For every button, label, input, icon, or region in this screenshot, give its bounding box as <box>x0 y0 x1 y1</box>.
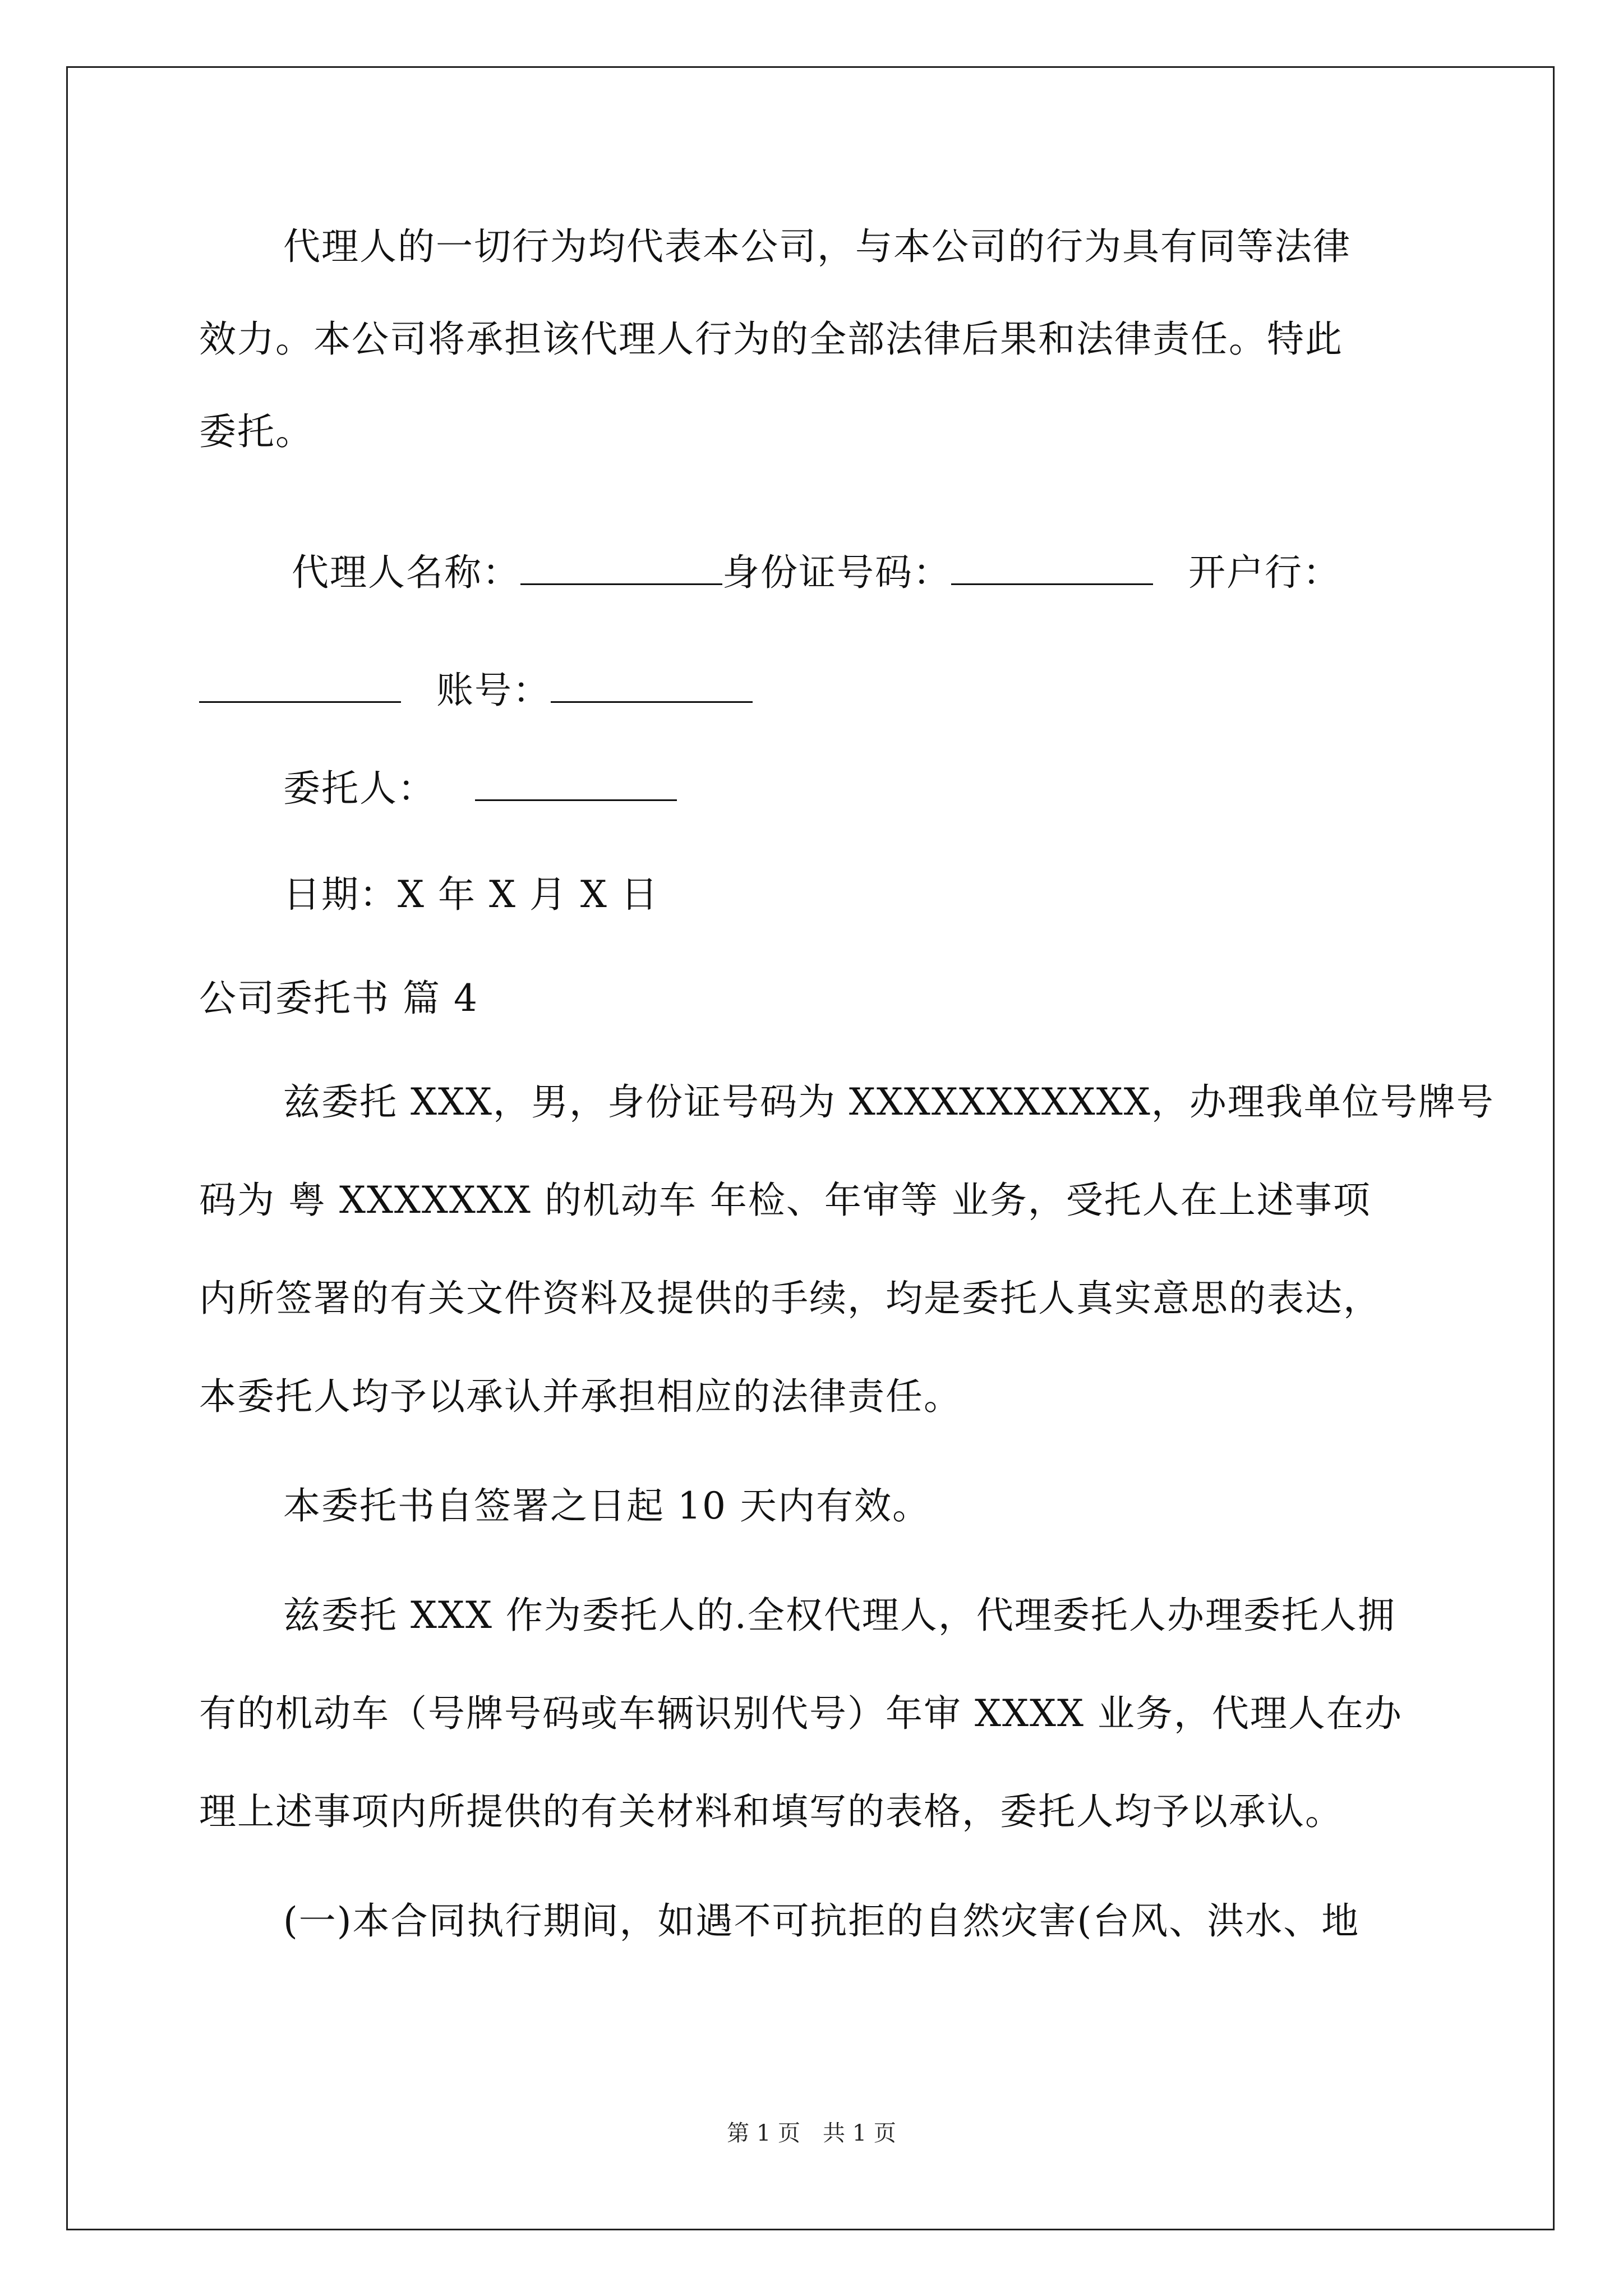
account-label: 账号： <box>436 669 551 712</box>
bank-blank <box>199 668 401 703</box>
paragraph-line: (一)本合同执行期间，如遇不可抗拒的自然灾害(台风、洪水、地 <box>283 1899 1360 1943</box>
agent-id-label: 身份证号码： <box>722 551 951 594</box>
agent-fields-row <box>292 550 1341 595</box>
paragraph-line: 兹委托 XXX 作为委托人的.全权代理人，代理委托人办理委托人拥 <box>283 1594 1396 1637</box>
agent-id-blank <box>951 550 1153 585</box>
paragraph-line: 内所签署的有关文件资料及提供的手续，均是委托人真实意思的表达， <box>199 1277 1381 1320</box>
account-blank <box>551 668 753 703</box>
section-title: 公司委托书 篇 4 <box>199 977 478 1020</box>
page-footer: 第 1 页 共 1 页 <box>727 2120 896 2146</box>
client-row <box>283 766 677 811</box>
date-line: 日期：X 年 X 月 X 日 <box>283 873 659 916</box>
bank-label: 开户行： <box>1188 551 1341 594</box>
paragraph-line: 码为 粤 XXXXXXX 的机动车 年检、年审等 业务，受托人在上述事项 <box>199 1179 1371 1222</box>
client-blank <box>475 766 677 801</box>
paragraph-line: 效力。本公司将承担该代理人行为的全部法律后果和法律责任。特此 <box>199 318 1343 361</box>
paragraph-line: 有的机动车（号牌号码或车辆识别代号）年审 XXXX 业务，代理人在办 <box>199 1692 1403 1735</box>
paragraph-line: 理上述事项内所提供的有关材料和填写的表格，委托人均予以承认。 <box>199 1790 1343 1833</box>
validity-line: 本委托书自签署之日起 10 天内有效。 <box>283 1484 930 1527</box>
paragraph-line: 兹委托 XXX，男，身份证号码为 XXXXXXXXXXX，办理我单位号牌号 <box>283 1080 1495 1124</box>
account-row <box>199 668 753 713</box>
agent-name-blank <box>520 550 722 585</box>
agent-name-label: 代理人名称： <box>292 551 520 594</box>
paragraph-line: 本委托人均予以承认并承担相应的法律责任。 <box>199 1375 962 1418</box>
paragraph-line: 委托。 <box>199 410 313 453</box>
client-label: 委托人： <box>283 767 436 810</box>
paragraph-line: 代理人的一切行为均代表本公司，与本公司的行为具有同等法律 <box>283 225 1351 268</box>
